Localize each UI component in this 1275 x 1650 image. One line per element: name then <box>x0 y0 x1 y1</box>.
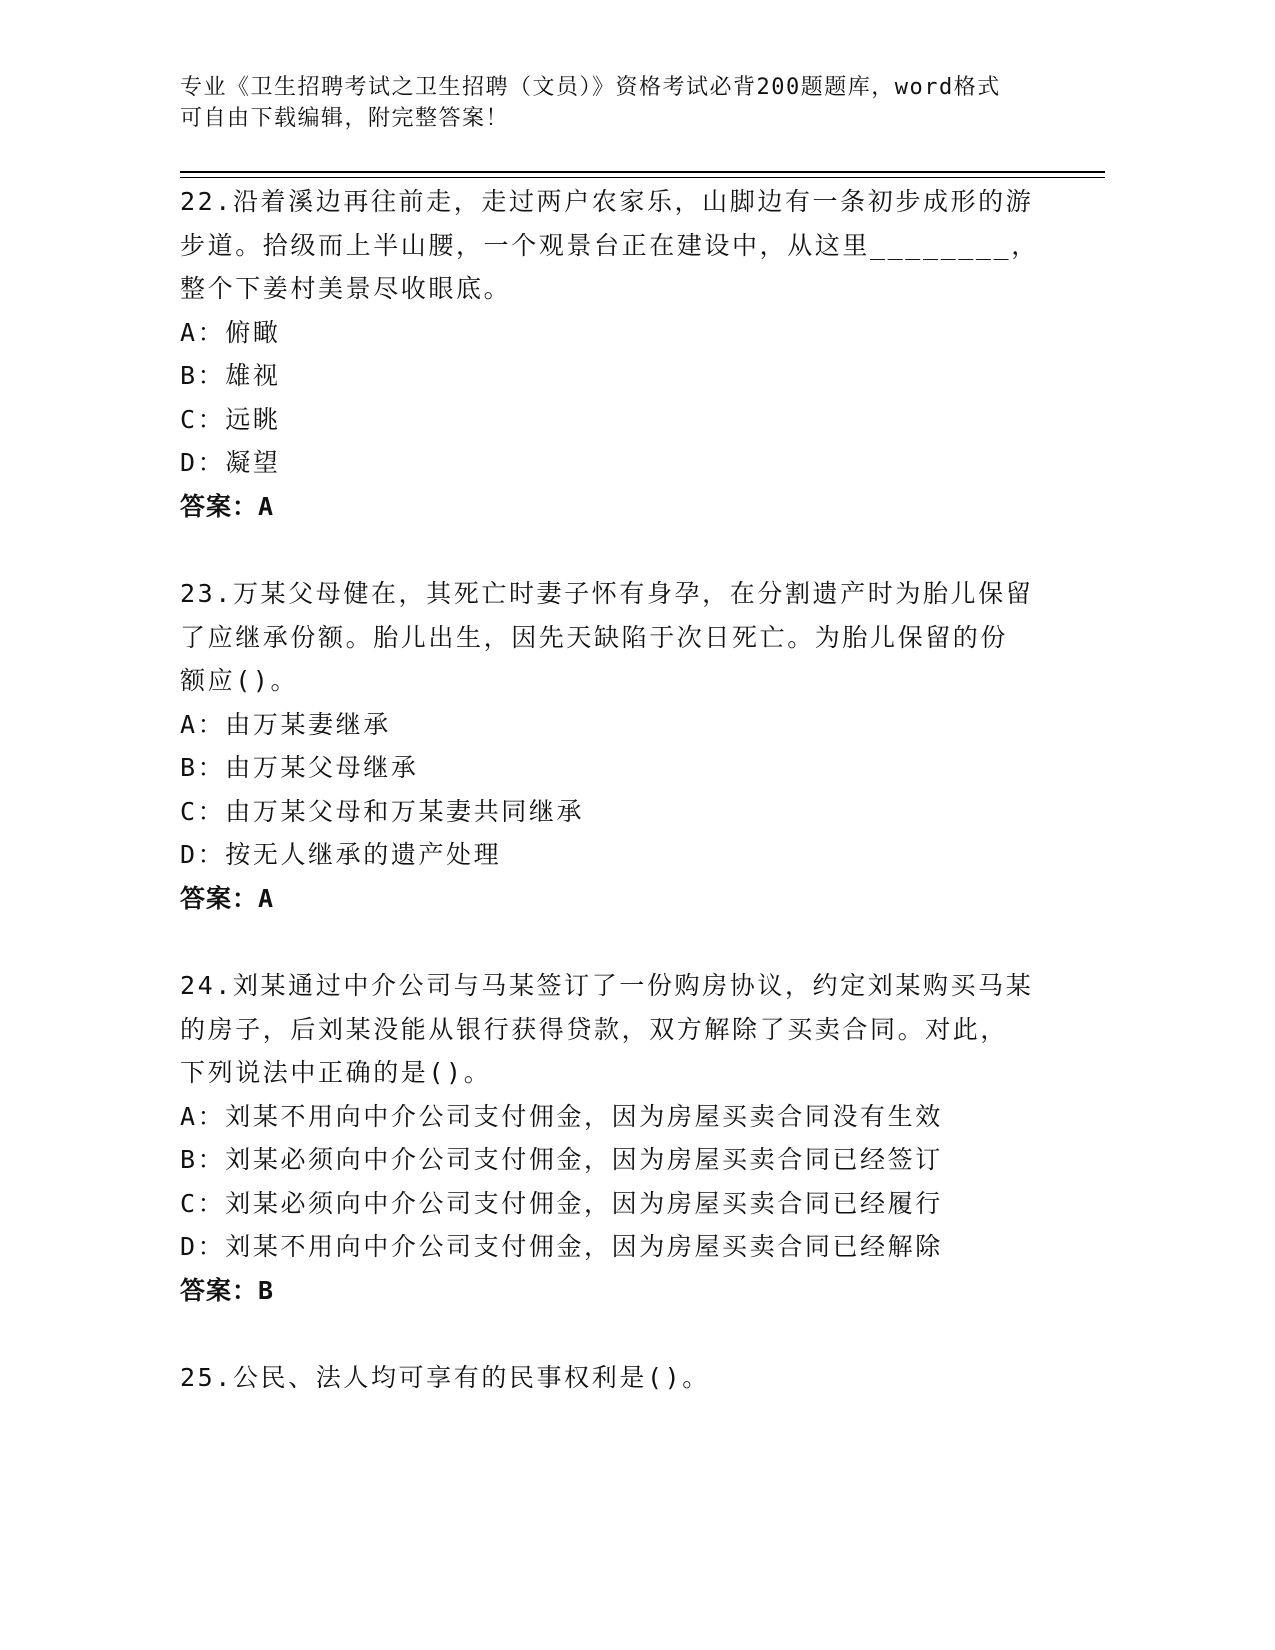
question-text-line: 下列说法中正确的是()。 <box>180 1058 492 1087</box>
question-text-line: 23.万某父母健在，其死亡时妻子怀有身孕，在分割遗产时为胎儿保留 <box>180 579 1034 608</box>
option-C: C：刘某必须向中介公司支付佣金，因为房屋买卖合同已经履行 <box>180 1188 943 1218</box>
header-divider-thin <box>180 177 1105 178</box>
question-23 <box>180 572 1120 920</box>
question-22 <box>180 180 1120 528</box>
option-D: D：凝望 <box>180 448 281 477</box>
question-text-line: 步道。拾级而上半山腰，一个观景台正在建设中，从这里________， <box>180 230 1039 260</box>
answer-label: 答案：A <box>180 883 275 913</box>
option-A: A：刘某不用向中介公司支付佣金，因为房屋买卖合同没有生效 <box>180 1101 943 1131</box>
option-D: D：按无人继承的遗产处理 <box>180 840 502 869</box>
option-B: B：刘某必须向中介公司支付佣金，因为房屋买卖合同已经签订 <box>180 1145 943 1174</box>
option-B: B：由万某父母继承 <box>180 753 419 782</box>
question-25 <box>180 1356 1120 1400</box>
question-text-line: 额应()。 <box>180 666 299 695</box>
option-C: C：远眺 <box>180 404 281 434</box>
question-text-line: 的房子，后刘某没能从银行获得贷款，双方解除了买卖合同。对此， <box>180 1014 1009 1044</box>
question-text-line: 22.沿着溪边再往前走，走过两户农家乐，山脚边有一条初步成形的游 <box>180 187 1034 216</box>
header-line-2: 可自由下载编辑，附完整答案！ <box>180 106 510 131</box>
question-text-line: 整个下姜村美景尽收眼底。 <box>180 274 512 303</box>
option-B: B：雄视 <box>180 361 281 390</box>
answer-label: 答案：B <box>180 1275 275 1305</box>
answer-label: 答案：A <box>180 491 275 521</box>
question-text-line: 25.公民、法人均可享有的民事权利是()。 <box>180 1363 710 1392</box>
option-D: D：刘某不用向中介公司支付佣金，因为房屋买卖合同已经解除 <box>180 1232 943 1261</box>
header-line-1: 专业《卫生招聘考试之卫生招聘（文员）》资格考试必背200题题库，word格式 <box>180 75 1001 100</box>
header-divider-thick <box>180 171 1105 173</box>
question-24 <box>180 964 1120 1312</box>
option-A: A：由万某妻继承 <box>180 709 391 739</box>
question-text-line: 24.刘某通过中介公司与马某签订了一份购房协议，约定刘某购买马某 <box>180 971 1034 1000</box>
option-A: A：俯瞰 <box>180 317 281 347</box>
question-text-line: 了应继承份额。胎儿出生，因先天缺陷于次日死亡。为胎儿保留的份 <box>180 622 1009 652</box>
option-C: C：由万某父母和万某妻共同继承 <box>180 796 585 826</box>
